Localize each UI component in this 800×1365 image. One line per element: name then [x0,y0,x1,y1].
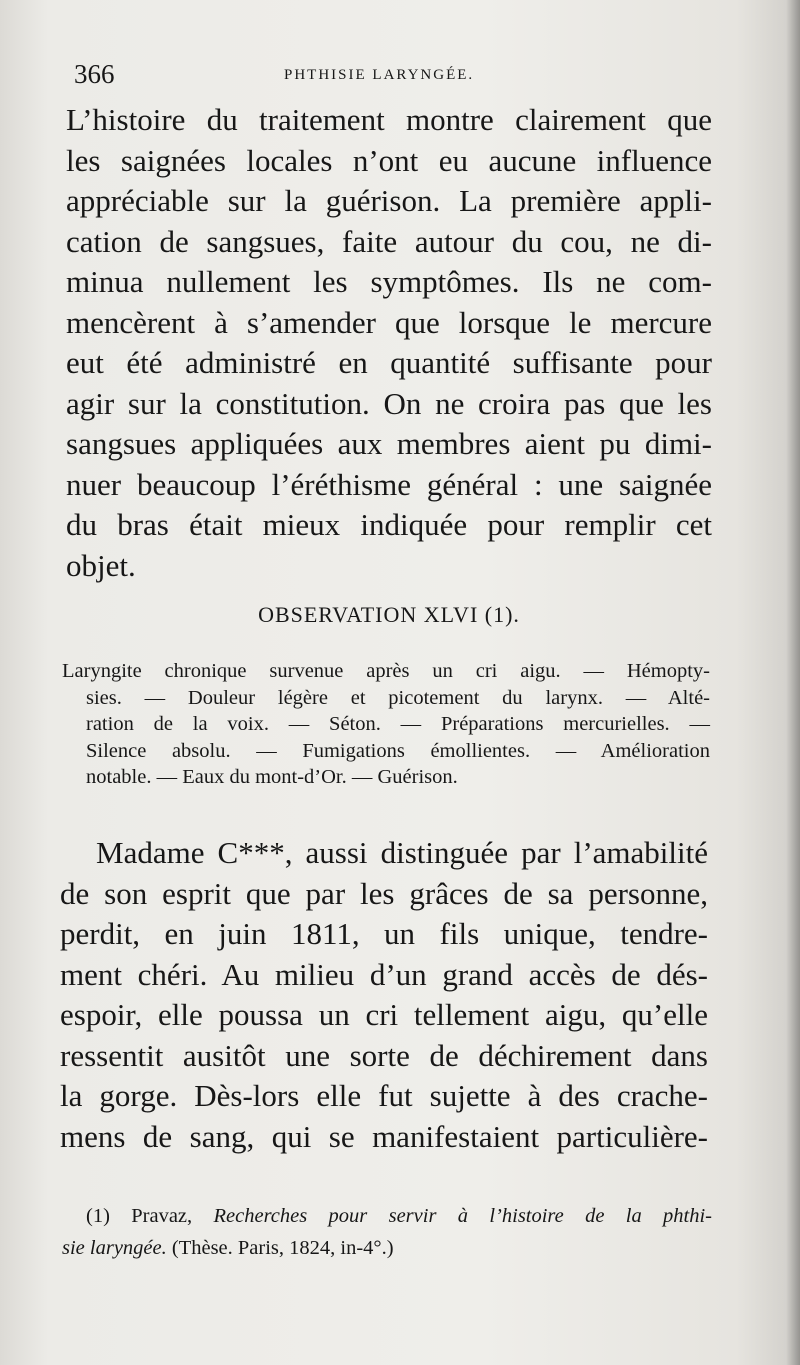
paragraph-2 [60,833,708,1157]
footnote-details: (Thèse. Paris, 1824, in-4°.) [171,1237,394,1259]
summary-line: sies. — Douleur légère et picotement du larynx. — Alté- [86,686,710,709]
footnote-line-1 [62,1200,712,1232]
text-line: Madame C***, aussi distinguée par l’amabilité [96,835,708,870]
text-line: objet. [66,547,136,583]
observation-title: OBSERVATION XLVI (1). [258,602,520,627]
page-header [74,58,714,90]
page-number: 366 [74,59,115,89]
text-line: cation de sangsues, faite autour du cou, ne di- [66,223,712,259]
text-line: perdit, en juin 1811, un fils unique, tendre- [60,916,708,951]
text-line: mencèrent à s’amender que lorsque le mercure [66,304,712,340]
text-line: eut été administré en quantité suffisante pour [66,345,712,380]
footnote-author: Pravaz, [131,1205,193,1227]
text-line: agir sur la constitution. On ne croira pas que les [66,385,712,421]
text-line: nuer beaucoup l’éréthisme général : une saignée [66,466,712,502]
footnote [62,1200,712,1264]
summary-line: ration de la voix. — Séton. — Préparations mercurielles. — [86,713,710,735]
book-spine-shadow [786,0,800,1365]
text-line: de son esprit que par les grâces de sa personne, [60,875,708,911]
text-line: L’histoire du traitement montre clairement que [66,102,712,137]
text-line: sangsues appliquées aux membres aient pu dimi- [66,426,712,461]
text-line: minua nullement les symptômes. Ils ne com- [66,264,712,299]
text-line: appréciable sur la guérison. La première appli- [66,183,712,218]
text-line: ment chéri. Au milieu d’un grand accès de dés- [60,956,708,992]
text-line: ressentit ausitôt une sorte de déchirement dans [60,1037,708,1073]
text-line: les saignées locales n’ont eu aucune influence [66,142,712,178]
footnote-line-2 [62,1232,712,1264]
text-line: la gorge. Dès-lors elle fut sujette à des crache- [60,1078,708,1113]
summary-line: Laryngite chronique survenue après un cri aigu. — Hémopty- [62,660,710,682]
footnote-title-continued: sie laryngée. [62,1237,167,1259]
footnote-title: Recherches pour servir à l’histoire de la phthi- [213,1205,713,1227]
text-line: mens de sang, qui se manifestaient particulière- [60,1118,708,1154]
text-line: espoir, elle poussa un cri tellement aigu, qu’elle [60,997,708,1032]
footnote-marker: (1) [86,1205,110,1227]
running-head: PHTHISIE LARYNGÉE. [284,67,475,83]
text-line: du bras était mieux indiquée pour remplir cet [66,507,712,542]
paragraph-1 [66,100,712,586]
summary-line: Silence absolu. — Fumigations émollientes. — Amélioration [86,739,710,762]
observation-summary [62,658,710,791]
summary-line: notable. — Eaux du mont-d’Or. — Guérison. [86,766,458,788]
